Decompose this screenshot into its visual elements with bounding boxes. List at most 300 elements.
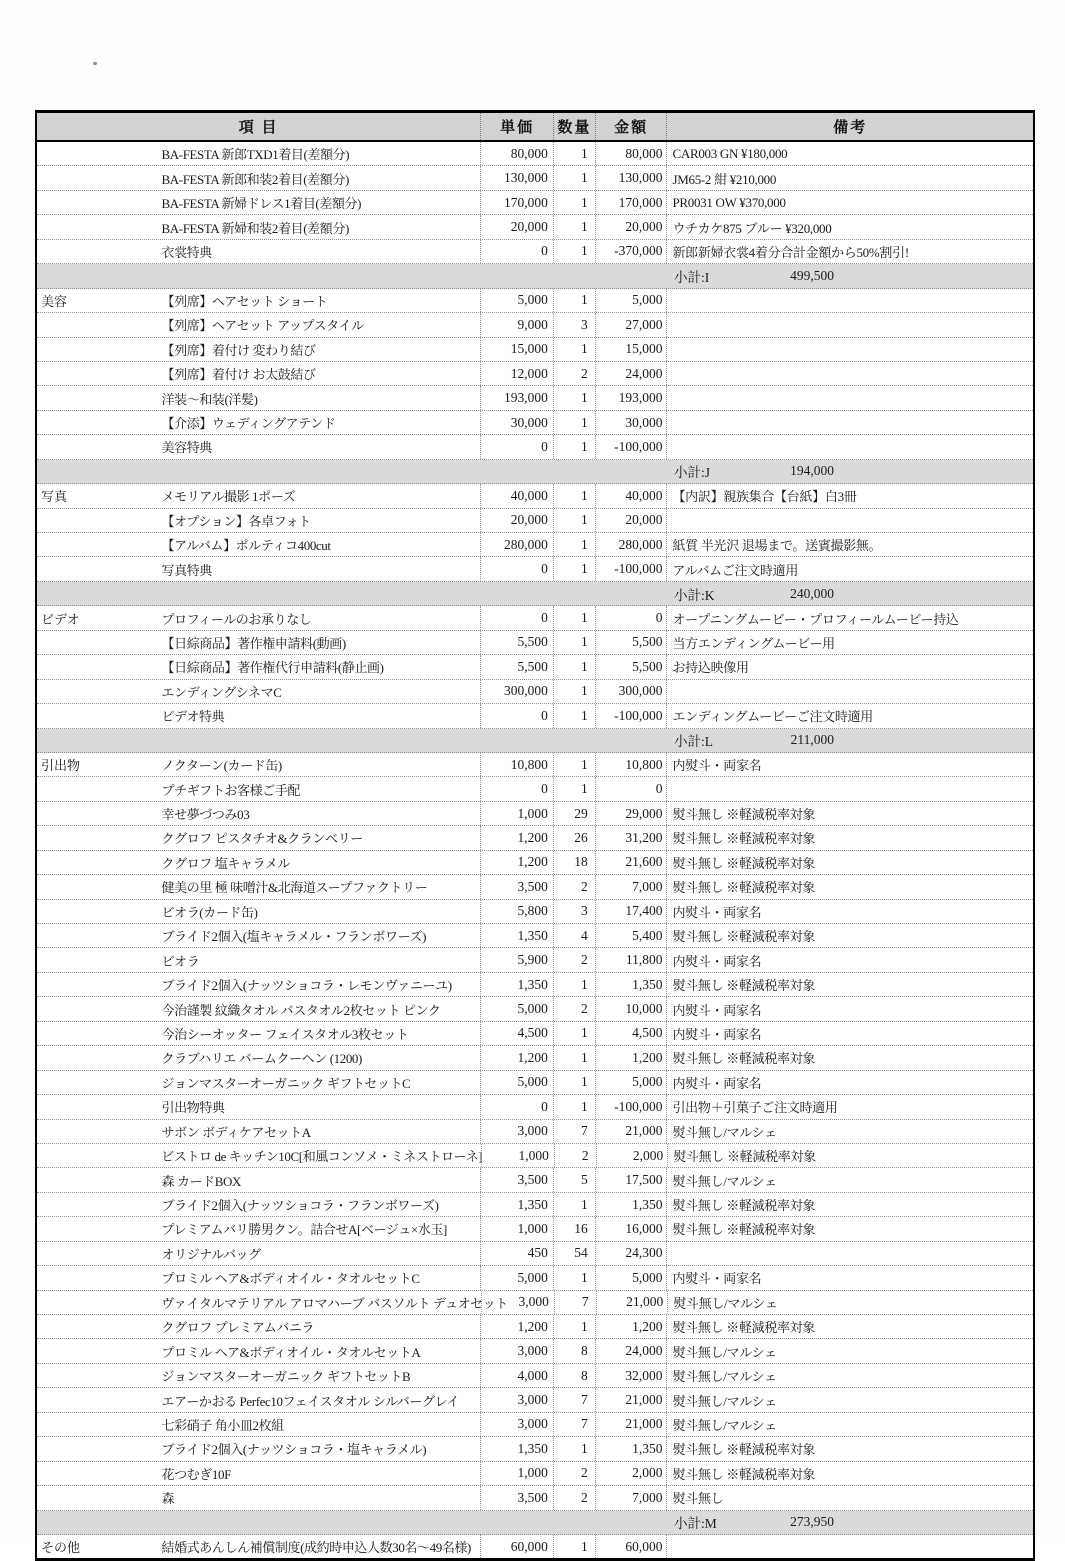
table-row: [37, 1217, 1033, 1241]
amount-cell: 17,500: [595, 1168, 667, 1191]
note-cell: 熨斗無し ※軽減税率対象: [666, 802, 1033, 825]
subtotal-value: 211,000: [790, 732, 834, 748]
amount-cell: 300,000: [595, 680, 667, 703]
note-cell: [666, 411, 1033, 434]
quantity-cell: 7: [553, 1120, 595, 1143]
note-cell: [666, 1242, 1033, 1265]
note-cell: 熨斗無し/マルシェ: [666, 1364, 1033, 1387]
subtotal-label: 小計:K: [674, 587, 715, 603]
category-cell: [37, 142, 162, 165]
category-cell: [37, 1437, 162, 1460]
amount-cell: 1,350: [595, 1193, 667, 1216]
table-row: [37, 1022, 1033, 1046]
unit-price-cell: 5,800: [480, 900, 553, 923]
quantity-cell: 1: [553, 1315, 595, 1338]
note-cell: 内熨斗・両家名: [666, 1266, 1033, 1289]
note-cell: 内熨斗・両家名: [666, 753, 1033, 776]
item-cell: 【列席】着付け 変わり結び: [161, 342, 316, 358]
subtotal-spacer: [37, 582, 674, 605]
unit-price-cell: 3,500: [480, 875, 553, 898]
item-cell: クグロフ 塩キャラメル: [161, 855, 290, 871]
unit-price-cell: 20,000: [480, 215, 553, 238]
quantity-cell: 5: [553, 1168, 595, 1191]
unit-price-cell: 280,000: [480, 533, 553, 556]
subtotal-spacer: [37, 264, 674, 287]
unit-price-cell: 0: [480, 606, 553, 629]
column-header-unit-price: 単価: [480, 113, 553, 140]
category-cell: 美容: [41, 293, 68, 309]
note-cell: 引出物＋引菓子ご注文時適用: [666, 1095, 1033, 1118]
note-cell: CAR003 GN ¥180,000: [666, 142, 1033, 165]
unit-price-cell: 1,200: [480, 1046, 553, 1069]
quantity-cell: 1: [553, 1046, 595, 1069]
category-cell: [37, 411, 162, 434]
unit-price-cell: 4,500: [480, 1022, 553, 1045]
unit-price-cell: 1,200: [480, 826, 553, 849]
table-row: [37, 1388, 1033, 1412]
table-row: [37, 851, 1033, 875]
unit-price-cell: 170,000: [480, 191, 553, 214]
unit-price-cell: 3,000: [480, 1339, 553, 1362]
estimate-table: [35, 110, 1035, 1561]
unit-price-cell: 193,000: [480, 386, 553, 409]
subtotal-label: 小計:J: [674, 465, 711, 481]
category-cell: [37, 655, 162, 678]
item-cell: BA-FESTA 新婦ドレス1着目(差額分): [161, 196, 362, 212]
note-cell: 熨斗無し/マルシェ: [666, 1388, 1033, 1411]
category-cell: [37, 826, 162, 849]
item-cell: プロミル ヘア&ボディオイル・タオルセットC: [161, 1271, 420, 1287]
subtotal-row: [37, 582, 1033, 606]
quantity-cell: 1: [553, 753, 595, 776]
table-row: [37, 166, 1033, 190]
quantity-cell: 2: [554, 1144, 596, 1167]
quantity-cell: 1: [553, 704, 595, 727]
category-cell: [37, 1462, 162, 1485]
subtotal-value: 240,000: [790, 585, 834, 601]
amount-cell: 280,000: [595, 533, 667, 556]
unit-price-cell: 1,350: [480, 924, 553, 947]
amount-cell: 5,000: [595, 1071, 667, 1094]
amount-cell: 5,000: [595, 289, 667, 312]
note-cell: 熨斗無し ※軽減税率対象: [666, 1462, 1033, 1485]
table-row: [37, 240, 1033, 264]
category-cell: [37, 1217, 162, 1240]
table-row: [37, 680, 1033, 704]
item-cell: クグロフ プレミアムバニラ: [161, 1320, 315, 1336]
unit-price-cell: 12,000: [480, 362, 553, 385]
item-cell: 洋装〜和装(洋髪): [161, 391, 258, 407]
unit-price-cell: 5,000: [480, 997, 553, 1020]
unit-price-cell: 0: [480, 777, 553, 800]
quantity-cell: 3: [553, 900, 595, 923]
category-cell: [37, 557, 162, 580]
item-cell: ブライド2個入(塩キャラメル・フランボワーズ): [161, 929, 427, 945]
item-cell: ジョンマスターオーガニック ギフトセットC: [161, 1075, 411, 1091]
item-cell: ビオラ: [161, 953, 200, 969]
amount-cell: -100,000: [595, 704, 667, 727]
unit-price-cell: 15,000: [480, 338, 553, 361]
note-cell: 熨斗無し ※軽減税率対象: [666, 826, 1033, 849]
quantity-cell: 7: [553, 1388, 595, 1411]
category-cell: [37, 1144, 161, 1167]
category-cell: [37, 338, 162, 361]
amount-cell: 21,000: [595, 1120, 667, 1143]
amount-cell: 7,000: [595, 875, 667, 898]
category-cell: [37, 533, 162, 556]
note-cell: 熨斗無し ※軽減税率対象: [666, 1193, 1033, 1216]
item-cell: 【アルバム】ポルティコ400cut: [161, 538, 331, 554]
quantity-cell: 1: [553, 777, 595, 800]
amount-cell: 5,000: [595, 1266, 667, 1289]
category-cell: [37, 680, 162, 703]
quantity-cell: 1: [553, 509, 595, 532]
amount-cell: 24,000: [595, 362, 667, 385]
note-cell: [666, 509, 1033, 532]
table-row: [37, 924, 1033, 948]
unit-price-cell: 450: [480, 1242, 553, 1265]
category-cell: [37, 1486, 162, 1509]
quantity-cell: 2: [553, 948, 595, 971]
item-cell: サボン ボディケアセットA: [161, 1124, 311, 1140]
note-cell: [666, 680, 1033, 703]
table-row: [37, 606, 1033, 630]
subtotal-label: 小計:L: [674, 734, 713, 750]
amount-cell: 21,000: [595, 1388, 667, 1411]
quantity-cell: 26: [553, 826, 595, 849]
amount-cell: 5,500: [595, 655, 667, 678]
subtotal-value: 273,950: [790, 1514, 834, 1530]
amount-cell: 193,000: [595, 386, 667, 409]
amount-cell: 7,000: [595, 1486, 667, 1509]
table-row: [37, 338, 1033, 362]
quantity-cell: 1: [553, 191, 595, 214]
table-row: [37, 142, 1033, 166]
item-cell: ブライド2個入(ナッツショコラ・フランボワーズ): [161, 1198, 439, 1214]
quantity-cell: 1: [553, 338, 595, 361]
category-cell: [37, 1413, 162, 1436]
quantity-cell: 1: [553, 973, 595, 996]
note-cell: 熨斗無し ※軽減税率対象: [666, 851, 1033, 874]
amount-cell: 2,000: [596, 1144, 668, 1167]
table-row: [37, 191, 1033, 215]
item-cell: ジョンマスターオーガニック ギフトセットB: [161, 1369, 411, 1385]
subtotal-label: 小計:I: [674, 269, 710, 285]
table-row: [37, 753, 1033, 777]
table-row: [37, 1071, 1033, 1095]
table-row: [37, 973, 1033, 997]
item-cell: ヴァイタルマテリアル アロマハーブ バスソルト デュオセット: [161, 1295, 508, 1311]
amount-cell: 0: [595, 777, 667, 800]
table-row: [37, 1413, 1033, 1437]
note-cell: [666, 313, 1033, 336]
amount-cell: 170,000: [595, 191, 667, 214]
item-cell: クラブハリエ バームクーヘン (1200): [161, 1051, 362, 1067]
note-cell: 熨斗無し ※軽減税率対象: [666, 973, 1033, 996]
unit-price-cell: 10,800: [480, 753, 553, 776]
amount-cell: 40,000: [595, 484, 667, 507]
quantity-cell: 1: [553, 1095, 595, 1118]
category-cell: [37, 1266, 162, 1289]
unit-price-cell: 0: [480, 435, 553, 458]
item-cell: プロミル ヘア&ボディオイル・タオルセットA: [161, 1344, 421, 1360]
category-cell: [37, 1071, 162, 1094]
amount-cell: -100,000: [595, 557, 667, 580]
quantity-cell: 1: [553, 680, 595, 703]
note-cell: 【内訳】親族集合【台紙】白3冊: [666, 484, 1033, 507]
subtotal-row: [37, 264, 1033, 288]
quantity-cell: 1: [553, 166, 595, 189]
amount-cell: 20,000: [595, 509, 667, 532]
amount-cell: 11,800: [595, 948, 667, 971]
amount-cell: 24,000: [595, 1339, 667, 1362]
unit-price-cell: 5,000: [480, 1266, 553, 1289]
quantity-cell: 1: [553, 215, 595, 238]
item-cell: 森: [161, 1491, 175, 1507]
amount-cell: 29,000: [595, 802, 667, 825]
note-cell: 内熨斗・両家名: [666, 948, 1033, 971]
table-row: [37, 411, 1033, 435]
table-row: [37, 313, 1033, 337]
item-cell: 今治謹製 紋織タオル バスタオル2枚セット ピンク: [161, 1002, 441, 1018]
item-cell: 【列席】ヘアセット アップスタイル: [161, 318, 364, 334]
note-cell: [666, 338, 1033, 361]
note-cell: [666, 362, 1033, 385]
category-cell: 写真: [41, 489, 68, 505]
table-row: [37, 704, 1033, 728]
amount-cell: 4,500: [595, 1022, 667, 1045]
item-cell: 写真特典: [161, 562, 212, 578]
category-cell: [37, 704, 162, 727]
category-cell: [37, 1120, 162, 1143]
quantity-cell: 8: [553, 1364, 595, 1387]
amount-cell: 32,000: [595, 1364, 667, 1387]
quantity-cell: 2: [553, 1462, 595, 1485]
unit-price-cell: 3,000: [480, 1413, 553, 1436]
note-cell: 熨斗無し/マルシェ: [666, 1168, 1033, 1191]
table-row: [37, 289, 1033, 313]
category-cell: [37, 948, 162, 971]
category-cell: [37, 313, 162, 336]
amount-cell: 30,000: [595, 411, 667, 434]
quantity-cell: 2: [553, 362, 595, 385]
category-cell: [37, 1388, 162, 1411]
category-cell: [37, 802, 162, 825]
note-cell: 熨斗無し/マルシェ: [667, 1291, 1033, 1314]
note-cell: 内熨斗・両家名: [666, 997, 1033, 1020]
unit-price-cell: 5,500: [480, 655, 553, 678]
category-cell: [37, 1022, 162, 1045]
unit-price-cell: 1,350: [480, 1193, 553, 1216]
subtotal-spacer: [37, 460, 674, 483]
table-row: [37, 1462, 1033, 1486]
amount-cell: 27,000: [595, 313, 667, 336]
note-cell: 内熨斗・両家名: [666, 1022, 1033, 1045]
note-cell: 熨斗無し ※軽減税率対象: [666, 1437, 1033, 1460]
note-cell: 内熨斗・両家名: [666, 900, 1033, 923]
scan-speck: [93, 62, 97, 65]
item-cell: プレミアムバリ勝男クン。詰合せA[ベージュ×水玉]: [161, 1222, 447, 1238]
item-cell: 森 カードBOX: [161, 1173, 241, 1189]
table-row: [37, 1437, 1033, 1461]
table-row: [37, 900, 1033, 924]
unit-price-cell: 5,500: [480, 631, 553, 654]
unit-price-cell: 0: [480, 1095, 553, 1118]
table-row: [37, 484, 1033, 508]
item-cell: ビオラ(カード缶): [161, 904, 258, 920]
note-cell: オープニングムービー・プロフィールムービー持込: [666, 606, 1033, 629]
quantity-cell: 1: [553, 289, 595, 312]
table-row: [37, 1339, 1033, 1363]
item-cell: プロフィールのお承りなし: [161, 611, 312, 627]
item-cell: 【介添】ウェディングアテンド: [161, 416, 336, 432]
category-cell: 引出物: [41, 758, 81, 774]
category-cell: [37, 386, 162, 409]
table-row: [37, 386, 1033, 410]
note-cell: エンディングムービーご注文時適用: [666, 704, 1033, 727]
table-row: [37, 362, 1033, 386]
subtotal-spacer: [37, 1511, 674, 1534]
amount-cell: 21,000: [595, 1413, 667, 1436]
table-header: [37, 113, 1033, 142]
category-cell: [37, 900, 162, 923]
note-cell: 熨斗無し ※軽減税率対象: [666, 875, 1033, 898]
amount-cell: 15,000: [595, 338, 667, 361]
item-cell: プチギフトお客様ご手配: [161, 782, 301, 798]
unit-price-cell: 9,000: [480, 313, 553, 336]
column-header-quantity: 数量: [553, 113, 595, 140]
amount-cell: 1,200: [595, 1315, 667, 1338]
category-cell: [37, 851, 162, 874]
unit-price-cell: 130,000: [480, 166, 553, 189]
item-cell: 【列席】ヘアセット ショート: [161, 293, 328, 309]
unit-price-cell: 0: [480, 240, 553, 263]
table-row: [37, 557, 1033, 581]
unit-price-cell: 3,000: [480, 1120, 553, 1143]
note-cell: お持込映像用: [666, 655, 1033, 678]
quantity-cell: 54: [553, 1242, 595, 1265]
subtotal-row: [37, 729, 1033, 753]
item-cell: エアーかおる Perfec10フェイスタオル シルバーグレイ: [161, 1393, 460, 1409]
amount-cell: 130,000: [595, 166, 667, 189]
quantity-cell: 3: [553, 313, 595, 336]
unit-price-cell: 1,000: [480, 802, 553, 825]
category-cell: [37, 924, 162, 947]
amount-cell: -370,000: [595, 240, 667, 263]
note-cell: [666, 289, 1033, 312]
amount-cell: 80,000: [595, 142, 667, 165]
category-cell: [37, 1315, 162, 1338]
category-cell: ビデオ: [41, 611, 80, 627]
item-cell: ビデオ特典: [161, 709, 225, 725]
table-row: [37, 1046, 1033, 1070]
note-cell: 当方エンディングムービー用: [666, 631, 1033, 654]
quantity-cell: 1: [553, 240, 595, 263]
unit-price-cell: 5,000: [480, 1071, 553, 1094]
table-row: [37, 1095, 1033, 1119]
item-cell: 【列席】着付け お太鼓結び: [161, 367, 316, 383]
table-row: [37, 1168, 1033, 1192]
column-header-item: 項 目: [238, 120, 279, 136]
item-cell: ノクターン(カード缶): [161, 758, 282, 774]
item-cell: クグロフ ピスタチオ&クランベリー: [161, 831, 363, 847]
unit-price-cell: 60,000: [480, 1535, 553, 1558]
table-row: [37, 777, 1033, 801]
item-cell: 結婚式あんしん補償制度(成約時申込人数30名〜49名様): [161, 1540, 471, 1556]
unit-price-cell: 3,000: [480, 1388, 553, 1411]
item-cell: ブライド2個入(ナッツショコラ・塩キャラメル): [161, 1442, 427, 1458]
quantity-cell: 1: [553, 1193, 595, 1216]
category-cell: [37, 973, 162, 996]
category-cell: [37, 191, 162, 214]
amount-cell: 5,500: [595, 631, 667, 654]
subtotal-value: 194,000: [790, 463, 834, 479]
table-row: [37, 1120, 1033, 1144]
subtotal-row: [37, 460, 1033, 484]
amount-cell: 31,200: [595, 826, 667, 849]
amount-cell: 20,000: [595, 215, 667, 238]
category-cell: [37, 509, 162, 532]
table-row: [37, 997, 1033, 1021]
quantity-cell: 4: [553, 924, 595, 947]
amount-cell: 10,000: [595, 997, 667, 1020]
category-cell: [37, 997, 162, 1020]
unit-price-cell: 1,350: [480, 973, 553, 996]
category-cell: [37, 1095, 162, 1118]
unit-price-cell: 40,000: [480, 484, 553, 507]
quantity-cell: 1: [553, 435, 595, 458]
unit-price-cell: 30,000: [480, 411, 553, 434]
item-cell: 【日綜商品】著作権申請料(動画): [161, 635, 346, 651]
item-cell: 花つむぎ10F: [161, 1466, 231, 1482]
category-cell: [37, 362, 162, 385]
quantity-cell: 1: [553, 1266, 595, 1289]
note-cell: 紙質 半光沢 退場まで。送賓撮影無。: [666, 533, 1033, 556]
amount-cell: 17,400: [595, 900, 667, 923]
unit-price-cell: 3,000: [481, 1291, 554, 1314]
amount-cell: 1,350: [595, 1437, 667, 1460]
amount-cell: -100,000: [595, 435, 667, 458]
quantity-cell: 18: [553, 851, 595, 874]
table-body: [37, 142, 1033, 1558]
quantity-cell: 7: [554, 1291, 596, 1314]
quantity-cell: 29: [553, 802, 595, 825]
category-cell: [37, 1242, 162, 1265]
unit-price-cell: 4,000: [480, 1364, 553, 1387]
quantity-cell: 8: [553, 1339, 595, 1362]
unit-price-cell: 3,500: [480, 1168, 553, 1191]
unit-price-cell: 5,000: [480, 289, 553, 312]
category-cell: [37, 631, 162, 654]
note-cell: 熨斗無し/マルシェ: [666, 1339, 1033, 1362]
note-cell: 熨斗無し ※軽減税率対象: [666, 1046, 1033, 1069]
table-row: [37, 826, 1033, 850]
item-cell: オリジナルバッグ: [161, 1246, 261, 1262]
item-cell: 七彩硝子 角小皿2枚組: [161, 1417, 284, 1433]
table-row: [37, 948, 1033, 972]
unit-price-cell: 0: [480, 557, 553, 580]
item-cell: 幸せ夢づつみ03: [161, 807, 250, 823]
note-cell: 熨斗無し/マルシェ: [666, 1413, 1033, 1436]
table-row: [37, 1193, 1033, 1217]
note-cell: 新郎新婦衣裳4着分合計金額から50%割引!: [666, 240, 1033, 263]
unit-price-cell: 0: [480, 704, 553, 727]
category-cell: [37, 1339, 162, 1362]
amount-cell: 1,200: [595, 1046, 667, 1069]
column-header-amount: 金額: [595, 113, 667, 140]
note-cell: [666, 435, 1033, 458]
unit-price-cell: 1,200: [480, 1315, 553, 1338]
